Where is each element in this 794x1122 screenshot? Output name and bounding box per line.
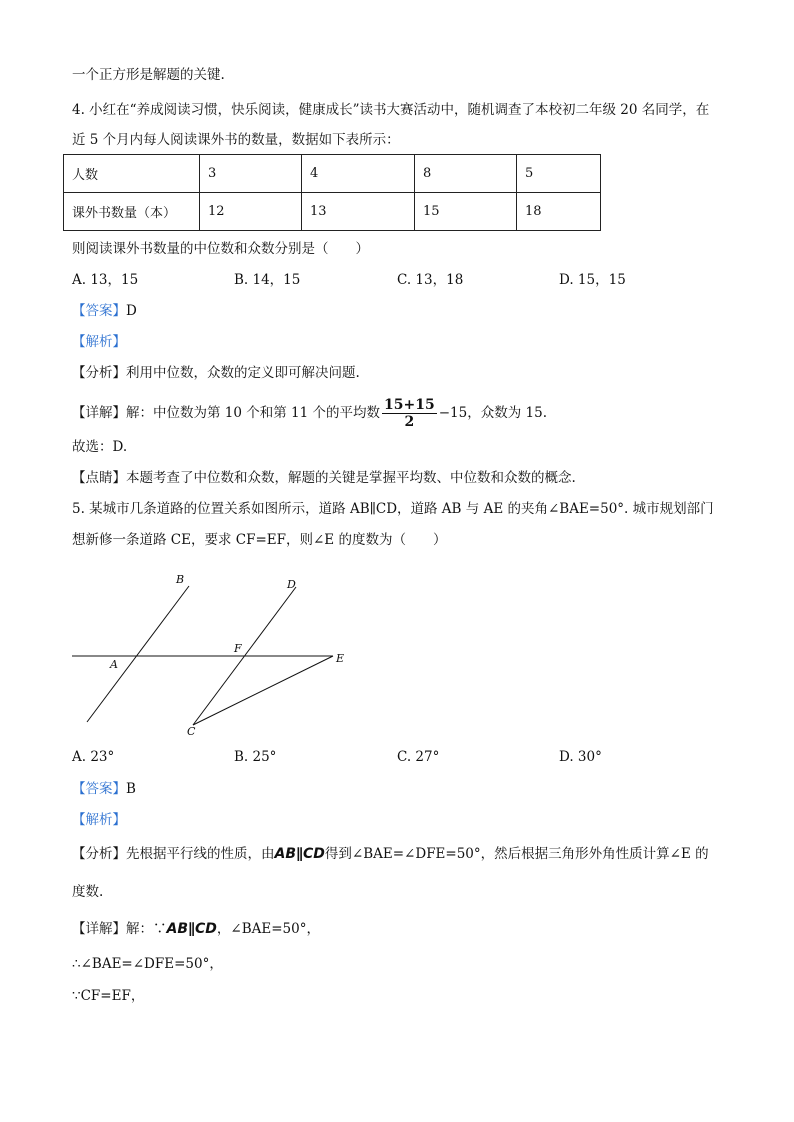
- detail-math: AB∥CD: [166, 921, 217, 937]
- fenxi-post: 得到∠BAE=∠DFE=50°，然后根据三角形外角性质计算∠E 的: [324, 846, 709, 862]
- table-cell: 18: [517, 193, 601, 231]
- detail-tag: 【详解】: [72, 405, 126, 421]
- road-ab-line: [87, 586, 189, 722]
- detail-tag: 【详解】: [72, 921, 126, 937]
- q4-option-b: B. 14，15: [234, 272, 301, 288]
- q5-step3: ∵CF=EF，: [72, 988, 145, 1004]
- fraction-denominator: 2: [404, 414, 415, 430]
- q4-jiexi-tag: 【解析】: [72, 334, 126, 350]
- q4-option-d: D. 15，15: [559, 272, 626, 288]
- table-cell: 5: [517, 155, 601, 193]
- table-cell: 4: [302, 155, 415, 193]
- table-cell: 15: [415, 193, 517, 231]
- label-d: D: [287, 578, 296, 591]
- answer-tag: 【答案】: [72, 303, 126, 319]
- fenxi-pre: 先根据平行线的性质，由: [126, 846, 275, 862]
- fraction-numerator: 15+15: [384, 397, 435, 413]
- detail-post: ，∠BAE=50°，: [216, 921, 320, 937]
- detail-post: −15，众数为 15.: [438, 405, 547, 421]
- q5-jiexi-tag: 【解析】: [72, 812, 126, 828]
- table-cell: 12: [200, 193, 302, 231]
- answer-tag: 【答案】: [72, 781, 126, 797]
- label-e: E: [336, 652, 345, 665]
- q4-question: 则阅读课外书数量的中位数和众数分别是（ ）: [72, 241, 369, 257]
- road-ce-line: [193, 656, 333, 725]
- fenxi-tag: 【分析】: [72, 846, 126, 862]
- label-a: A: [110, 658, 118, 671]
- dianjing-text: 本题考查了中位数和众数，解题的关键是掌握平均数、中位数和众数的概念.: [126, 470, 576, 486]
- detail-pre: 解：中位数为第 10 个和第 11 个的平均数: [126, 405, 381, 421]
- dianjing-tag: 【点睛】: [72, 470, 126, 486]
- q5-option-c: C. 27°: [397, 749, 440, 765]
- q4-stem-line1: 4. 小红在“养成阅读习惯，快乐阅读，健康成长”读书大赛活动中，随机调查了本校初二年级 20 名同学，在: [72, 102, 710, 118]
- previous-solution-tail: 一个正方形是解题的关键.: [72, 67, 225, 83]
- detail-pre: 解：∵: [126, 921, 167, 937]
- q4-choose: 故选：D.: [72, 439, 128, 455]
- fenxi-tag: 【分析】: [72, 365, 126, 381]
- fenxi-math: AB∥CD: [274, 846, 325, 862]
- table-cell: 3: [200, 155, 302, 193]
- table-cell: 课外书数量（本）: [64, 193, 200, 231]
- q5-stem-line2: 想新修一条道路 CE，要求 CF=EF，则∠E 的度数为（ ）: [72, 532, 447, 548]
- answer-value: B: [126, 781, 136, 797]
- q5-fenxi: [72, 845, 709, 863]
- q4-option-c: C. 13，18: [397, 272, 464, 288]
- q5-detail: [72, 920, 320, 938]
- q5-option-b: B. 25°: [234, 749, 277, 765]
- label-c: C: [187, 725, 196, 738]
- q4-stem-line2: 近 5 个月内每人阅读课外书的数量，数据如下表所示：: [72, 132, 400, 148]
- table-cell: 人数: [64, 155, 200, 193]
- q5-answer: [72, 780, 136, 798]
- fenxi-text: 利用中位数，众数的定义即可解决问题.: [126, 365, 360, 381]
- q5-option-d: D. 30°: [559, 749, 602, 765]
- q5-fenxi-line2: 度数.: [72, 884, 104, 900]
- table-cell: 13: [302, 193, 415, 231]
- answer-value: D: [126, 303, 137, 319]
- label-f: F: [234, 642, 242, 655]
- q4-option-a: A. 13，15: [72, 272, 139, 288]
- q5-option-a: A. 23°: [72, 749, 115, 765]
- label-b: B: [176, 573, 185, 586]
- q5-stem-line1: 5. 某城市几条道路的位置关系如图所示，道路 AB∥CD，道路 AB 与 AE 的夹角∠BAE=50°. 城市规划部门: [72, 501, 714, 517]
- table-cell: 8: [415, 155, 517, 193]
- q5-step2: ∴∠BAE=∠DFE=50°，: [72, 956, 223, 972]
